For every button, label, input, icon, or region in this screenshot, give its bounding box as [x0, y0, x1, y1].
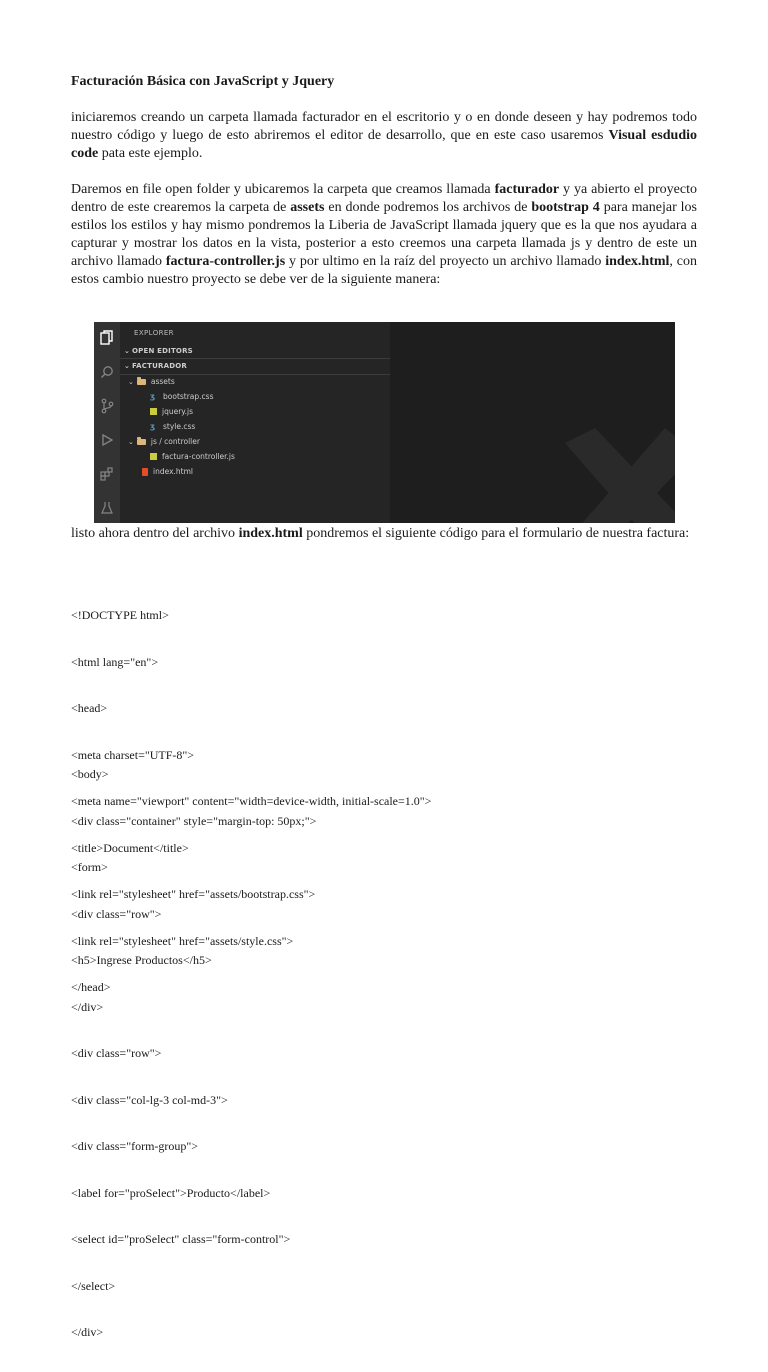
run-debug-icon: [99, 432, 115, 448]
setup-text-5: y por ultimo en la raíz del proyecto un archivo llamado: [285, 254, 606, 269]
code-line: <link rel="stylesheet" href="assets/bootstrap.css">: [71, 887, 316, 901]
project-section[interactable]: [124, 362, 187, 370]
vscode-watermark-icon: [555, 423, 675, 523]
code-intro-bold: index.html: [238, 526, 303, 541]
tree-item-js-controller[interactable]: ⌄ js / controller: [128, 437, 200, 446]
explorer-title: EXPLORER: [134, 329, 174, 337]
code-intro-text-end: pondremos el siguiente código para el formulario de nuestra factura:: [302, 526, 690, 541]
code-line: <meta charset="UTF-8">: [71, 747, 195, 762]
code-line: <meta name="viewport" content="width=device-width, initial-scale=1.0">: [71, 794, 432, 808]
folder-icon: [137, 379, 146, 385]
document-title: Facturación Básica con JavaScript y Jquery: [71, 74, 335, 89]
code-line: <body>: [71, 767, 109, 781]
tree-item-style-css[interactable]: ʒ style.css: [150, 422, 196, 431]
editor-area: [390, 322, 675, 523]
html-file-icon: [142, 468, 148, 476]
setup-text-4: para manejar los estilos los estilos y hay mismo pondremos la Liberia de JavaScript llamada jquery que es la que nos ayudara a capturar y mostrar los datos en la vista, posterior a esto creemos una carpeta llamada js y dentro de este un archivo llamado: [71, 200, 697, 269]
setup-bold-1: facturador: [494, 182, 560, 197]
code-intro-paragraph: [71, 525, 697, 543]
code-line: <div class="col-lg-3 col-md-3">: [71, 1092, 228, 1107]
css-file-icon: ʒ: [150, 422, 156, 431]
js-file-icon: [150, 453, 157, 460]
code-line: <div class="row">: [71, 906, 162, 921]
section-divider: [120, 358, 390, 359]
folder-icon: [137, 439, 146, 445]
code-line: <!DOCTYPE html>: [71, 608, 169, 622]
code-line: <div class="row">: [71, 1046, 162, 1060]
chevron-down-icon: ⌄: [128, 377, 134, 386]
code-line: </div>: [71, 999, 104, 1014]
setup-bold-3: bootstrap 4: [531, 200, 600, 215]
code-line: <form>: [71, 860, 108, 874]
code-line: <h5>Ingrese Productos</h5>: [71, 953, 212, 967]
code-line: </select>: [71, 1278, 116, 1293]
intro-text-end: pata este ejemplo.: [98, 146, 203, 161]
flask-icon: [99, 500, 115, 516]
intro-paragraph: [71, 109, 697, 163]
open-editors-section[interactable]: [124, 347, 193, 355]
project-label: FACTURADOR: [132, 362, 187, 370]
section-divider: [120, 374, 390, 375]
code-line: </div>: [71, 1325, 104, 1339]
extensions-icon: [99, 466, 115, 482]
source-control-icon: [99, 398, 115, 414]
setup-bold-5: index.html: [605, 254, 670, 269]
intro-bold: Visual esdudio code: [71, 128, 697, 161]
css-file-icon: ʒ: [150, 392, 156, 401]
tree-item-assets[interactable]: ⌄ assets: [128, 377, 175, 386]
code-line: <div class="form-group">: [71, 1139, 199, 1153]
setup-text-6: , con estos cambio nuestro proyecto se debe ver de la siguiente manera:: [71, 254, 698, 287]
code-line: <html lang="en">: [71, 654, 159, 669]
code-line: </head>: [71, 980, 111, 994]
setup-bold-2: assets: [290, 200, 325, 215]
activity-bar: [94, 322, 120, 523]
code-line: <select id="proSelect" class="form-control">: [71, 1232, 291, 1246]
code-line: <div class="container" style="margin-top: 50px;">: [71, 813, 317, 828]
explorer-panel: [120, 322, 390, 523]
code-line: <label for="proSelect">Producto</label>: [71, 1185, 271, 1200]
chevron-down-icon: ⌄: [124, 347, 131, 355]
tree-item-bootstrap-css[interactable]: ʒ bootstrap.css: [150, 392, 214, 401]
setup-text-2: y ya abierto el proyecto dentro de este crearemos la carpeta de: [71, 182, 697, 215]
tree-item-factura-controller[interactable]: factura-controller.js: [150, 452, 235, 461]
code-line: <head>: [71, 701, 108, 715]
tree-item-jquery-js[interactable]: jquery.js: [150, 407, 193, 416]
setup-bold-4: factura-controller.js: [165, 254, 286, 269]
setup-text-1: Daremos en file open folder y ubicaremos la carpeta que creamos llamada: [71, 182, 495, 197]
setup-paragraph: [71, 181, 697, 289]
code-line: <link rel="stylesheet" href="assets/style.css">: [71, 933, 294, 948]
js-file-icon: [150, 408, 157, 415]
code-line: <title>Document</title>: [71, 840, 189, 855]
chevron-down-icon: ⌄: [128, 437, 134, 446]
code-block-body: [71, 736, 316, 1372]
vscode-screenshot: [94, 322, 675, 523]
chevron-down-icon: ⌄: [124, 362, 131, 370]
intro-text: iniciaremos creando un carpeta llamada facturador en el escritorio y o en donde deseen y hay podremos todo nuestro código y luego de esto abriremos el editor de desarrollo, que en este caso usaremos: [71, 110, 697, 143]
setup-text-3: en donde podremos los archivos de: [324, 200, 532, 215]
tree-item-index-html[interactable]: index.html: [142, 467, 193, 476]
search-icon: [99, 364, 115, 380]
files-icon: [99, 330, 115, 346]
open-editors-label: OPEN EDITORS: [132, 347, 193, 355]
code-intro-text: listo ahora dentro del archivo: [71, 526, 239, 541]
